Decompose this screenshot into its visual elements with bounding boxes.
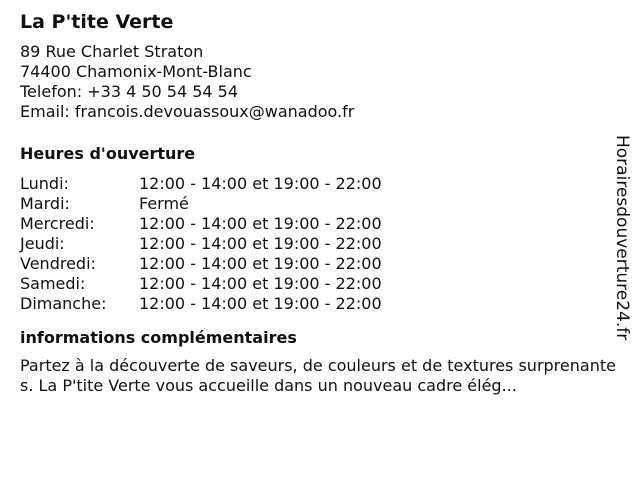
site-watermark: Horairesdouverture24.fr — [612, 135, 632, 341]
hours-day: Dimanche: — [20, 294, 107, 313]
hours-day: Vendredi: — [20, 254, 96, 273]
hours-row — [20, 174, 610, 194]
address-street: 89 Rue Charlet Straton — [20, 42, 204, 61]
hours-time: 12:00 - 14:00 et 19:00 - 22:00 — [139, 174, 382, 193]
business-card — [20, 10, 616, 396]
hours-time: 12:00 - 14:00 et 19:00 - 22:00 — [139, 294, 382, 313]
hours-day: Samedi: — [20, 274, 86, 293]
hours-time: 12:00 - 14:00 et 19:00 - 22:00 — [139, 254, 382, 273]
hours-table — [20, 174, 610, 314]
business-name: La P'tite Verte — [20, 11, 174, 33]
hours-row — [20, 234, 610, 254]
description-text: Partez à la découverte de saveurs, de couleurs et de textures surprenantes. La P'tite Verte vous accueille dans un nouveau cadre élég... — [20, 356, 616, 395]
hours-day: Mercredi: — [20, 214, 95, 233]
hours-time: 12:00 - 14:00 et 19:00 - 22:00 — [139, 214, 382, 233]
email-text: Email: francois.devouassoux@wanadoo.fr — [20, 102, 355, 121]
contact-block — [20, 42, 610, 122]
hours-time: Fermé — [139, 194, 189, 213]
info-heading: informations complémentaires — [20, 328, 297, 347]
hours-heading: Heures d'ouverture — [20, 144, 196, 163]
address-city: 74400 Chamonix-Mont-Blanc — [20, 62, 252, 81]
hours-row — [20, 194, 610, 214]
hours-row — [20, 294, 610, 314]
hours-time: 12:00 - 14:00 et 19:00 - 22:00 — [139, 234, 382, 253]
hours-day: Jeudi: — [20, 234, 65, 253]
hours-row — [20, 214, 610, 234]
hours-row — [20, 274, 610, 294]
hours-time: 12:00 - 14:00 et 19:00 - 22:00 — [139, 274, 382, 293]
hours-day: Lundi: — [20, 174, 69, 193]
phone-text: Telefon: +33 4 50 54 54 54 — [20, 82, 239, 101]
hours-row — [20, 254, 610, 274]
hours-day: Mardi: — [20, 194, 70, 213]
